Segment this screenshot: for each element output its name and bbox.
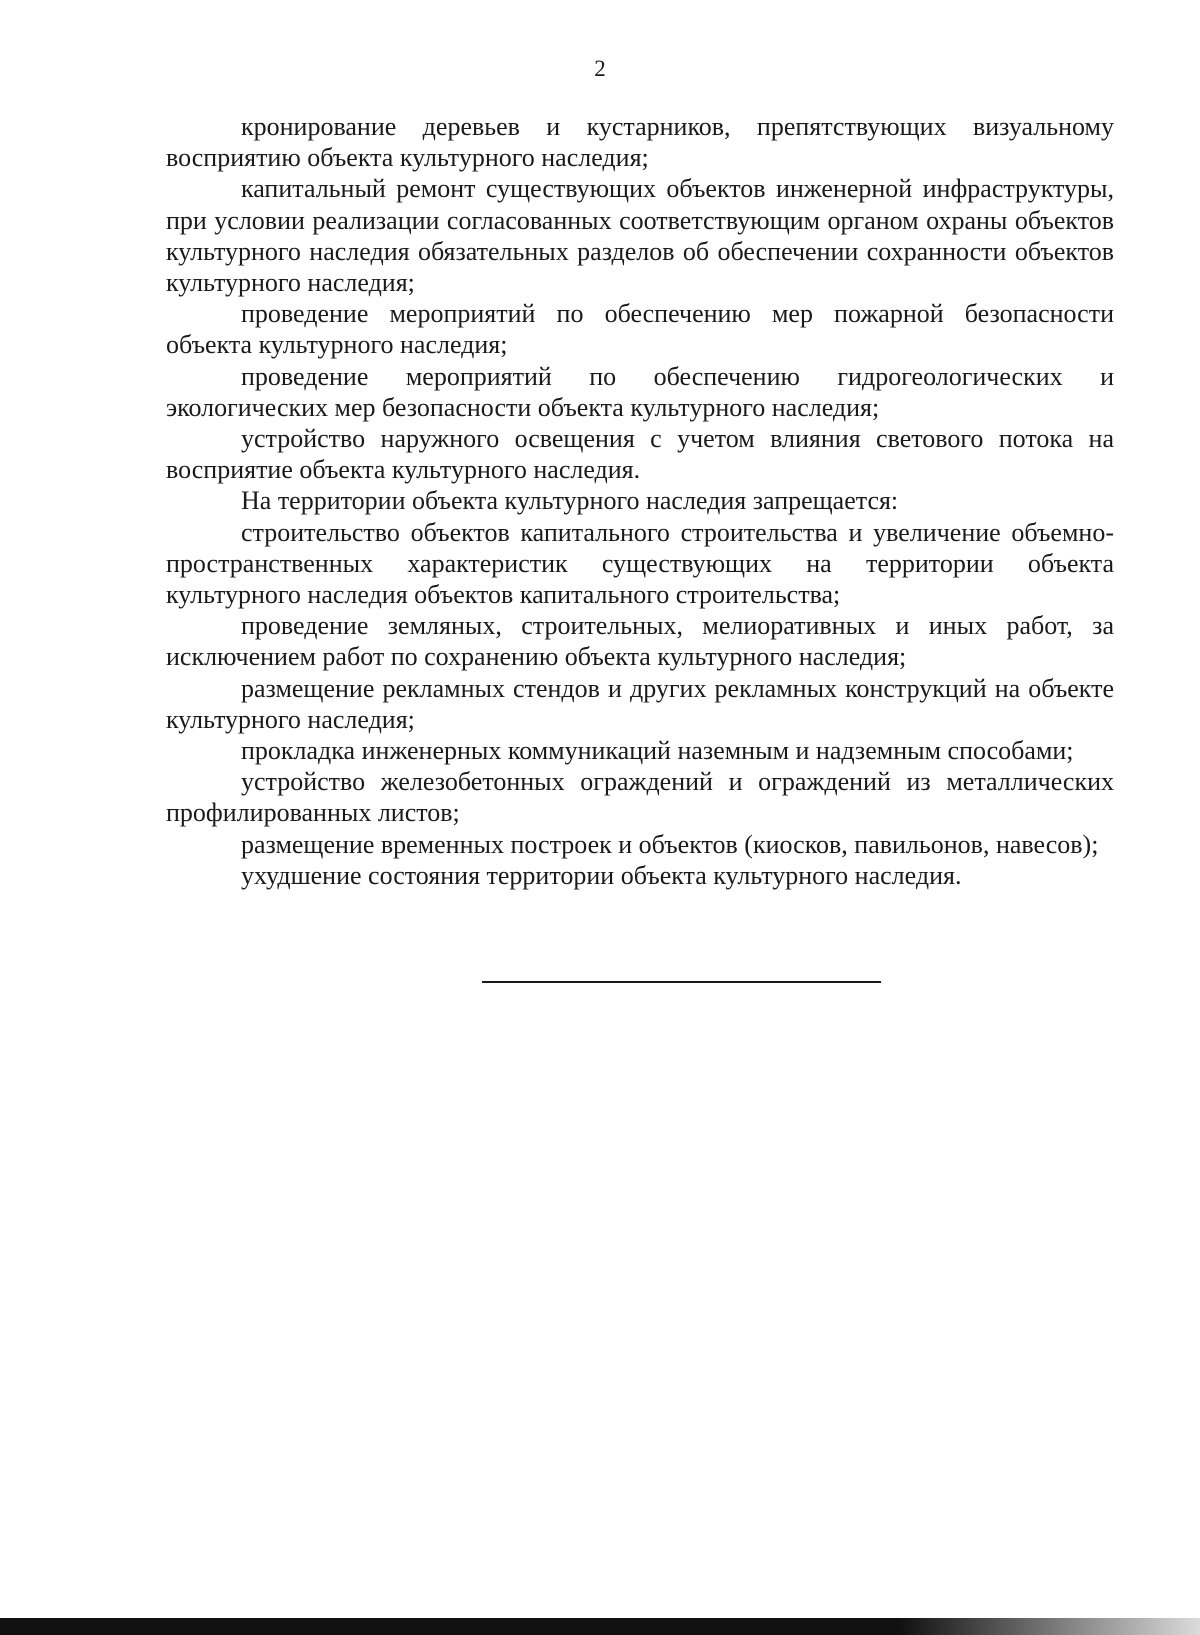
- paragraph-fire-safety: проведение мероприятий по обеспечению мер пожарной безопасности объекта культурного наследия;: [166, 299, 1114, 360]
- paragraph-hydrogeological-safety: проведение мероприятий по обеспечению гидрогеологических и экологических мер безопасности объекта культурного наследия;: [166, 361, 1114, 422]
- page-number: 2: [594, 56, 606, 81]
- end-of-text-rule: [482, 981, 881, 983]
- paragraph-advertising-ban: размещение рекламных стендов и других рекламных конструкций на объекте культурного наследия;: [166, 673, 1114, 734]
- paragraph-utilities-ban: прокладка инженерных коммуникаций наземным и надземным способами;: [241, 736, 1074, 766]
- scan-bottom-edge-fade: [900, 1618, 1200, 1635]
- paragraph-infrastructure-repair: капитальный ремонт существующих объектов инженерной инфраструктуры, при условии реализации согласованных соответствующим органом охраны объектов культурного наследия обязательных разделов об обеспечении сохранности объектов культурного наследия;: [166, 174, 1114, 298]
- paragraph-earthworks-ban: проведение земляных, строительных, мелиоративных и иных работ, за исключением работ по сохранению объекта культурного наследия;: [166, 611, 1114, 672]
- paragraph-construction-ban: строительство объектов капитального строительства и увеличение объемно-пространственных характеристик существующих на территории объекта культурного наследия объектов капитального строительства;: [166, 517, 1114, 610]
- paragraph-outdoor-lighting: устройство наружного освещения с учетом влияния светового потока на восприятие объекта культурного наследия.: [166, 424, 1114, 485]
- document-body: [166, 111, 1114, 891]
- paragraph-temporary-structures-ban: размещение временных построек и объектов (киосков, павильонов, навесов);: [241, 829, 1099, 859]
- paragraph-fencing-ban: устройство железобетонных ограждений и ограждений из металлических профилированных листов;: [166, 767, 1114, 828]
- paragraph-prohibitions-heading: На территории объекта культурного наследия запрещается:: [241, 486, 899, 516]
- paragraph-tree-pruning: кронирование деревьев и кустарников, препятствующих визуальному восприятию объекта культурного наследия;: [166, 112, 1114, 173]
- paragraph-degradation-ban: ухудшение состояния территории объекта культурного наследия.: [241, 860, 962, 890]
